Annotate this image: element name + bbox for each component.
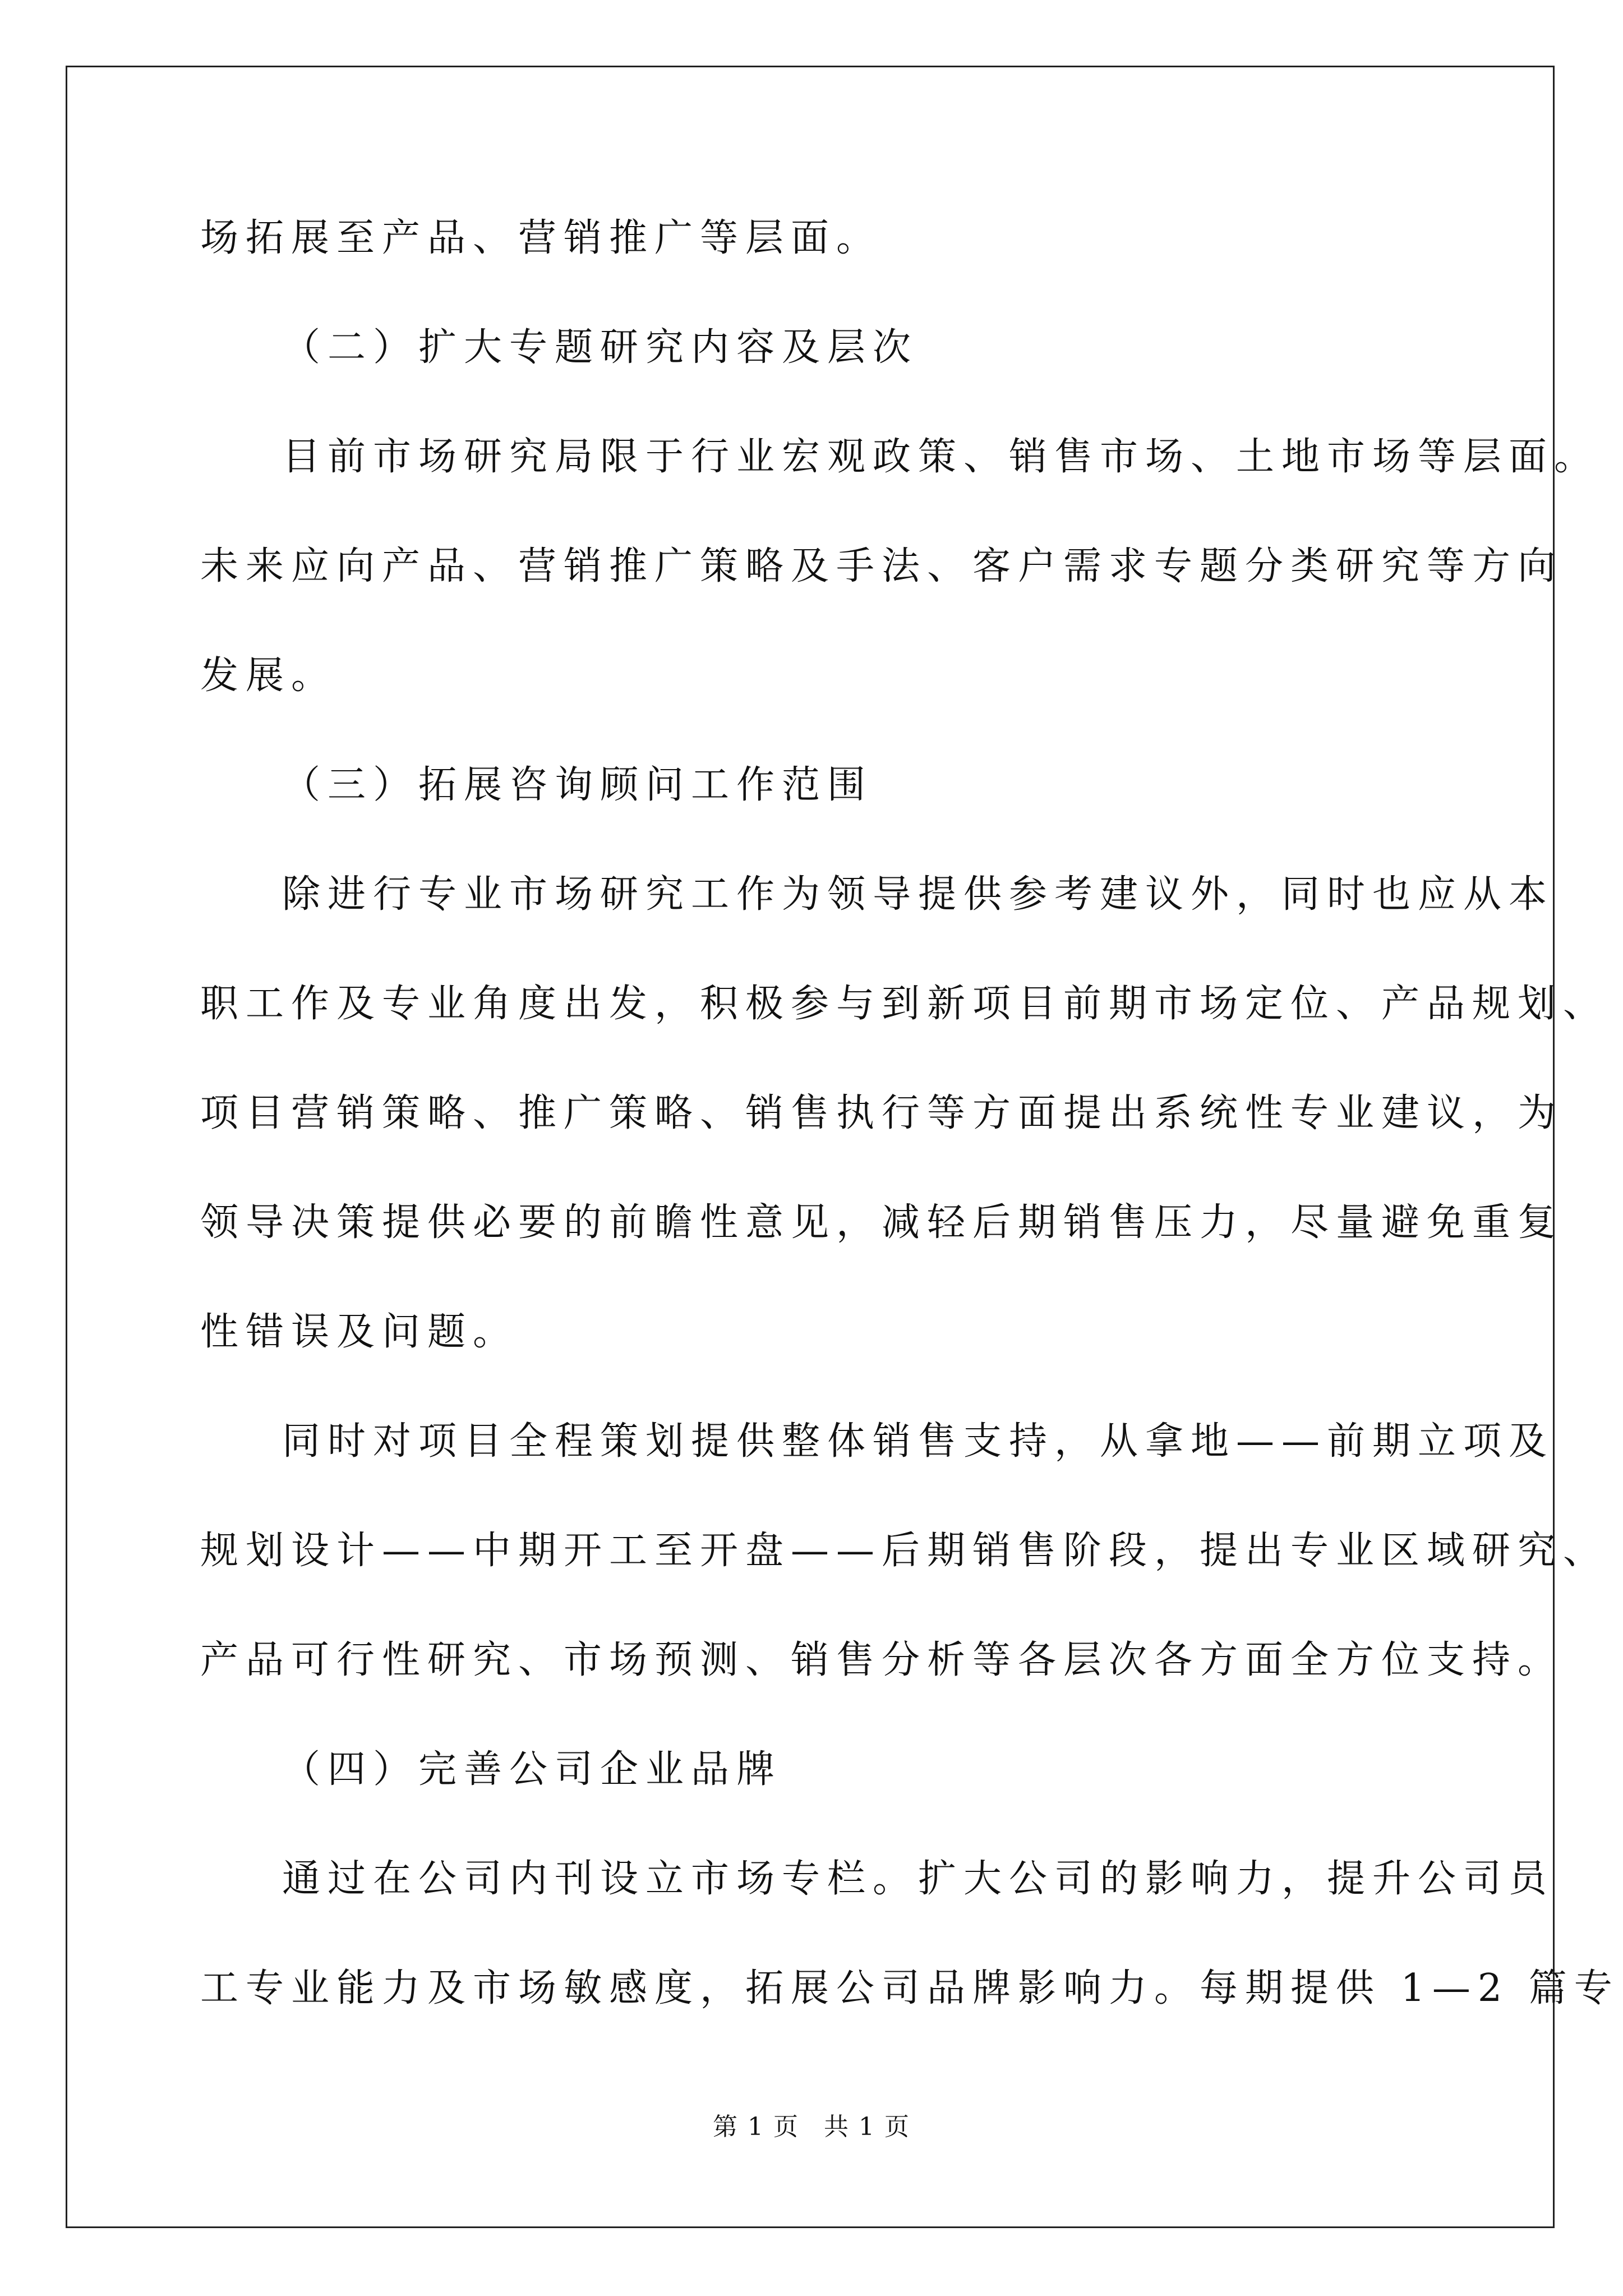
paragraph-line: 规划设计——中期开工至开盘——后期销售阶段，提出专业区域研究、 [200, 1529, 1609, 1573]
paragraph-line: 场拓展至产品、营销推广等层面。 [200, 216, 882, 260]
page-number-total: 共 1 页 [824, 2113, 910, 2141]
page-number-current: 第 1 页 [713, 2113, 799, 2141]
section-heading: （四）完善公司企业品牌 [282, 1747, 782, 1792]
section-heading: （二）扩大专题研究内容及层次 [282, 325, 919, 370]
paragraph-line: 除进行专业市场研究工作为领导提供参考建议外，同时也应从本 [282, 872, 1555, 917]
paragraph-line: 同时对项目全程策划提供整体销售支持，从拿地——前期立项及 [282, 1419, 1555, 1464]
paragraph-line: 发展。 [200, 654, 337, 698]
paragraph-line: 项目营销策略、推广策略、销售执行等方面提出系统性专业建议，为 [200, 1091, 1564, 1135]
paragraph-line: 未来应向产品、营销推广策略及手法、客户需求专题分类研究等方向 [200, 544, 1564, 588]
section-heading: （三）拓展咨询顾问工作范围 [282, 763, 873, 807]
paragraph-line: 职工作及专业角度出发，积极参与到新项目前期市场定位、产品规划、 [200, 982, 1609, 1026]
paragraph-line: 性错误及问题。 [200, 1310, 519, 1354]
paragraph-line: 工专业能力及市场敏感度，拓展公司品牌影响力。每期提供 1—2 篇专 [200, 1966, 1620, 2010]
page-footer [0, 2110, 1623, 2144]
paragraph-line: 产品可行性研究、市场预测、销售分析等各层次各方面全方位支持。 [200, 1638, 1564, 1682]
paragraph-line: 通过在公司内刊设立市场专栏。扩大公司的影响力，提升公司员 [282, 1857, 1555, 1901]
paragraph-line: 领导决策提供必要的前瞻性意见，减轻后期销售压力，尽量避免重复 [200, 1200, 1564, 1245]
paragraph-line: 目前市场研究局限于行业宏观政策、销售市场、土地市场等层面。 [282, 435, 1600, 479]
